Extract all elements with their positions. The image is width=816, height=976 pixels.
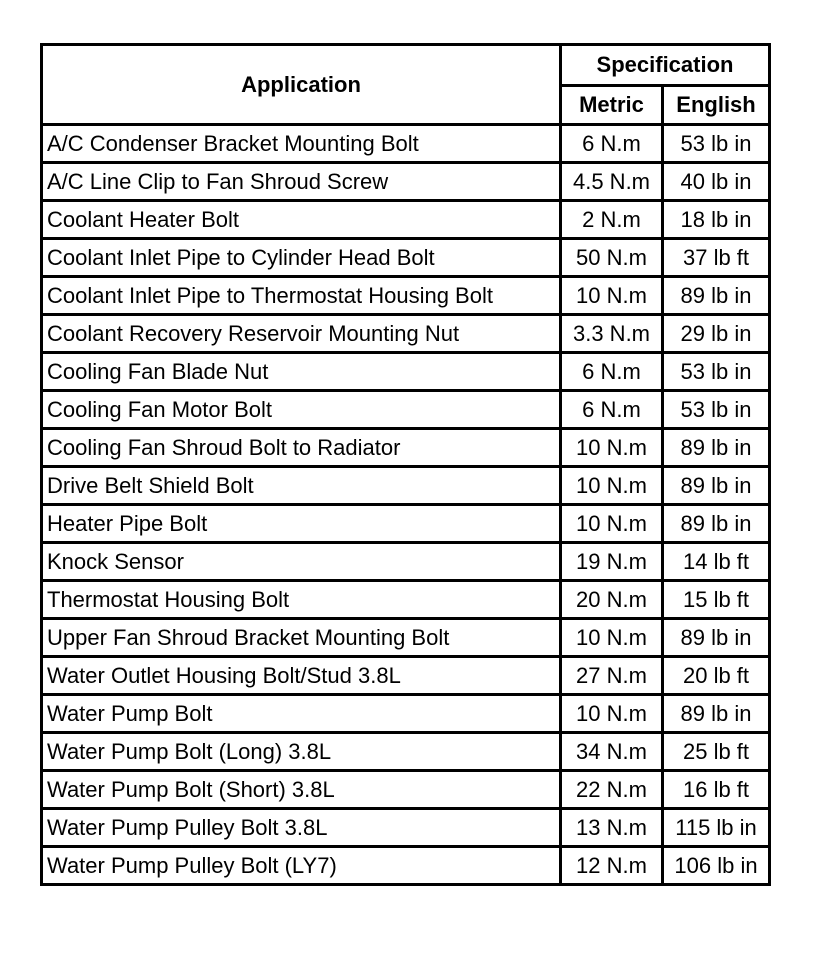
application-cell: A/C Line Clip to Fan Shroud Screw: [42, 163, 561, 201]
application-cell: Water Pump Bolt: [42, 695, 561, 733]
metric-cell: 3.3 N.m: [561, 315, 663, 353]
metric-cell: 12 N.m: [561, 847, 663, 885]
application-cell: Drive Belt Shield Bolt: [42, 467, 561, 505]
header-row: [42, 45, 770, 86]
table-row: [42, 201, 770, 239]
table-row: [42, 277, 770, 315]
application-cell: Water Pump Bolt (Short) 3.8L: [42, 771, 561, 809]
english-cell: 106 lb in: [663, 847, 770, 885]
application-cell: Heater Pipe Bolt: [42, 505, 561, 543]
application-cell: Knock Sensor: [42, 543, 561, 581]
metric-header: Metric: [561, 86, 663, 125]
application-cell: Water Pump Bolt (Long) 3.8L: [42, 733, 561, 771]
application-cell: Thermostat Housing Bolt: [42, 581, 561, 619]
application-cell: Upper Fan Shroud Bracket Mounting Bolt: [42, 619, 561, 657]
table-row: [42, 353, 770, 391]
english-cell: 89 lb in: [663, 619, 770, 657]
application-cell: Water Pump Pulley Bolt (LY7): [42, 847, 561, 885]
english-cell: 115 lb in: [663, 809, 770, 847]
metric-cell: 10 N.m: [561, 505, 663, 543]
table-body: [42, 125, 770, 885]
table-row: [42, 163, 770, 201]
table-row: [42, 429, 770, 467]
table-row: [42, 391, 770, 429]
metric-cell: 20 N.m: [561, 581, 663, 619]
application-cell: Coolant Inlet Pipe to Cylinder Head Bolt: [42, 239, 561, 277]
torque-spec-table: [40, 43, 771, 886]
specification-header: Specification: [561, 45, 770, 86]
application-cell: Water Outlet Housing Bolt/Stud 3.8L: [42, 657, 561, 695]
metric-cell: 4.5 N.m: [561, 163, 663, 201]
table-row: [42, 847, 770, 885]
english-cell: 37 lb ft: [663, 239, 770, 277]
application-cell: Coolant Inlet Pipe to Thermostat Housing Bolt: [42, 277, 561, 315]
table-row: [42, 505, 770, 543]
metric-cell: 34 N.m: [561, 733, 663, 771]
english-cell: 20 lb ft: [663, 657, 770, 695]
metric-cell: 2 N.m: [561, 201, 663, 239]
application-cell: Water Pump Pulley Bolt 3.8L: [42, 809, 561, 847]
metric-cell: 22 N.m: [561, 771, 663, 809]
english-cell: 89 lb in: [663, 695, 770, 733]
table-row: [42, 733, 770, 771]
english-cell: 53 lb in: [663, 391, 770, 429]
metric-cell: 27 N.m: [561, 657, 663, 695]
table-row: [42, 581, 770, 619]
application-cell: A/C Condenser Bracket Mounting Bolt: [42, 125, 561, 163]
metric-cell: 10 N.m: [561, 277, 663, 315]
english-cell: 89 lb in: [663, 429, 770, 467]
english-cell: 53 lb in: [663, 353, 770, 391]
table-row: [42, 315, 770, 353]
english-header: English: [663, 86, 770, 125]
metric-cell: 13 N.m: [561, 809, 663, 847]
application-cell: Cooling Fan Blade Nut: [42, 353, 561, 391]
table-row: [42, 619, 770, 657]
metric-cell: 10 N.m: [561, 467, 663, 505]
metric-cell: 19 N.m: [561, 543, 663, 581]
english-cell: 18 lb in: [663, 201, 770, 239]
application-cell: Cooling Fan Motor Bolt: [42, 391, 561, 429]
english-cell: 40 lb in: [663, 163, 770, 201]
metric-cell: 6 N.m: [561, 125, 663, 163]
english-cell: 29 lb in: [663, 315, 770, 353]
english-cell: 14 lb ft: [663, 543, 770, 581]
table-row: [42, 125, 770, 163]
metric-cell: 6 N.m: [561, 353, 663, 391]
table-row: [42, 239, 770, 277]
metric-cell: 10 N.m: [561, 619, 663, 657]
application-cell: Coolant Heater Bolt: [42, 201, 561, 239]
english-cell: 89 lb in: [663, 505, 770, 543]
metric-cell: 10 N.m: [561, 429, 663, 467]
metric-cell: 6 N.m: [561, 391, 663, 429]
table-row: [42, 695, 770, 733]
english-cell: 16 lb ft: [663, 771, 770, 809]
english-cell: 25 lb ft: [663, 733, 770, 771]
table-row: [42, 543, 770, 581]
english-cell: 89 lb in: [663, 277, 770, 315]
english-cell: 89 lb in: [663, 467, 770, 505]
english-cell: 53 lb in: [663, 125, 770, 163]
table-row: [42, 657, 770, 695]
table-row: [42, 467, 770, 505]
application-header: Application: [42, 45, 561, 125]
application-cell: Coolant Recovery Reservoir Mounting Nut: [42, 315, 561, 353]
application-cell: Cooling Fan Shroud Bolt to Radiator: [42, 429, 561, 467]
metric-cell: 50 N.m: [561, 239, 663, 277]
english-cell: 15 lb ft: [663, 581, 770, 619]
table-row: [42, 809, 770, 847]
metric-cell: 10 N.m: [561, 695, 663, 733]
table-row: [42, 771, 770, 809]
